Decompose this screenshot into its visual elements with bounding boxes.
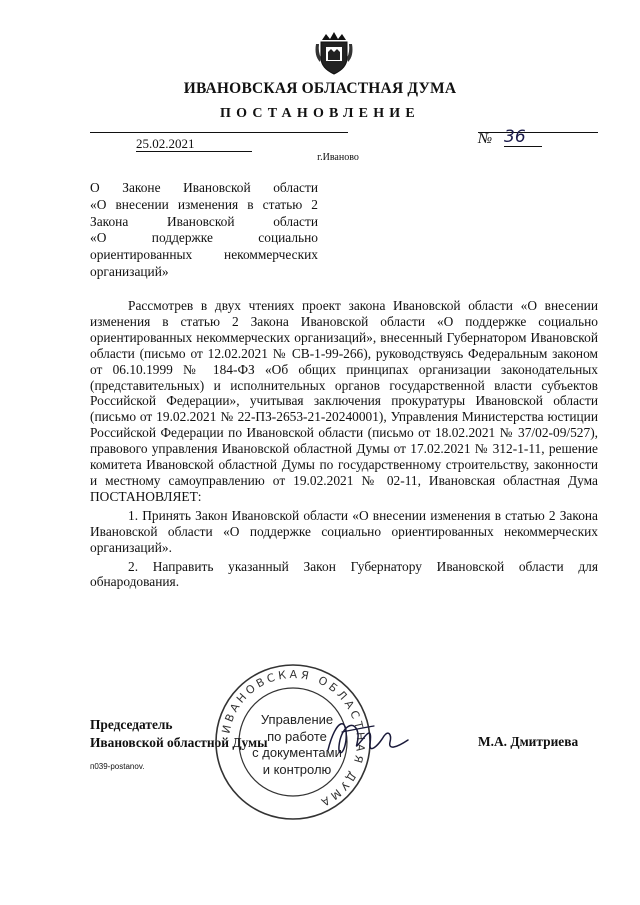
subject-line: «О поддержке социально (90, 230, 318, 246)
stamp-line: по работе (267, 728, 327, 744)
document-number: 36 (504, 128, 542, 147)
document-subject (90, 180, 318, 281)
subject-line: «О внесении изменения в статью 2 (90, 196, 318, 212)
number-label: № (478, 131, 493, 147)
org-title: ИВАНОВСКАЯ ОБЛАСТНАЯ ДУМА (183, 80, 457, 97)
subject-line: Закона Ивановской области (90, 213, 318, 229)
body-item-1: 1. Принять Закон Ивановской области «О внесении изменения в статью 2 Закона Ивановской области «О поддержке социально ориентированных некоммерческих организаций». (90, 507, 598, 555)
file-code: п039-postanov. (90, 762, 145, 771)
subject-line: ориентированных некоммерческих (90, 247, 318, 263)
city: г.Иваново (317, 152, 359, 163)
header-rule-left (90, 132, 348, 133)
position-line-2: Ивановской областной Думы (90, 735, 268, 750)
document-body (90, 298, 598, 590)
body-item-2: 2. Направить указанный Закон Губернатору Ивановской области для обнародования. (90, 558, 598, 590)
body-intro-paragraph: Рассмотрев в двух чтениях проект закона Ивановской области «О внесении изменения в статью 2 Закона Ивановской области «О поддержке социально ориентированных некоммерческих организаций», внесенный Губернатором Ивановской области (письмо от 12.02.2021 № СВ-1-99-266), руководствуясь Федеральным законом от 06.10.1999 № 184-ФЗ «Об общих принципах организации законодательных (представительных) и исполнительных органов государственной власти субъектов Российской Федерации», учитывая заключения прокуратуры Ивановской области (письмо от 19.02.2021 № 22-ПЗ-2653-21-20240001), Управления Министерства юстиции Российской Федерации по Ивановской области (письмо от 18.02.2021 № 37/02-09/527), правового управления Ивановской областной Думы от 17.02.2021 № 312-1-11, решение комитета Ивановской областной Думы по государственному строительству, законности и местному самоуправлению от 19.02.2021 № 02-11, Ивановская областная Дума ПОСТАНОВЛЯЕТ: (90, 298, 598, 504)
subject-line: О Законе Ивановской области (90, 180, 318, 195)
stamp-line: Управление (260, 712, 334, 727)
subject-line: организаций» (90, 263, 169, 279)
document-type: ПОСТАНОВЛЕНИЕ (220, 106, 420, 121)
stamp-line: и контролю (262, 761, 332, 777)
position-line-1: Председатель (90, 717, 173, 732)
coat-of-arms-icon (314, 30, 354, 76)
document-date: 25.02.2021 (136, 136, 252, 152)
stamp-line: с документами (252, 745, 342, 760)
signatory-name: М.А. Дмитриева (478, 734, 579, 749)
handwritten-signature-icon (322, 710, 414, 764)
seal-ring-text: ИВАНОВСКАЯ ОБЛАСТНАЯ ДУМА (219, 667, 368, 811)
